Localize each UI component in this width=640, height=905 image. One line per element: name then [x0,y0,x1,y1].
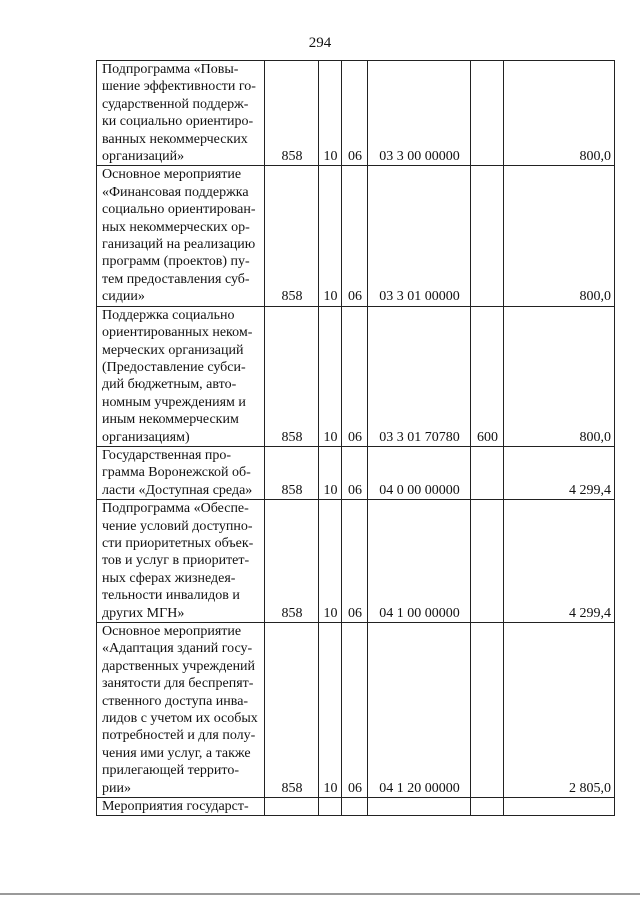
expense-type-cell [471,166,504,306]
subsection-code-cell [342,798,368,816]
subsection-code-cell: 06 [342,166,368,306]
subsection-code-cell: 06 [342,446,368,499]
amount-cell: 800,0 [504,61,615,166]
section-code-cell: 10 [319,166,342,306]
row-name-cell: Подпрограмма «Обеспе- чение условий доступно- сти приоритетных объек- тов и услуг в приоритет- ных сферах жизнедея- тельности инвалидов и других МГН» [97,500,265,623]
target-article-cell: 04 1 00 00000 [368,500,471,623]
row-name-cell: Мероприятия государст- [97,798,265,816]
page-edge-line [0,893,640,895]
section-code-cell: 10 [319,623,342,798]
target-article-cell: 03 3 00 00000 [368,61,471,166]
table-row [97,500,615,623]
grbs-code-cell: 858 [265,306,319,446]
expense-type-cell [471,446,504,499]
table-row [97,446,615,499]
row-name-cell: Основное мероприятие «Адаптация зданий госу- дарственных учреждений занятости для беспрепят- ственного доступа инва- лидов с учетом их особых потребностей и для полу- чения ими услуг, а также прилегающей террито- рии» [97,623,265,798]
expense-type-cell [471,798,504,816]
expense-type-cell [471,61,504,166]
table-row [97,623,615,798]
row-name-cell: Поддержка социально ориентированных неком- мерческих организаций (Предоставление субси- дий бюджетным, авто- номным учреждениям и иным некоммерческим организациям) [97,306,265,446]
grbs-code-cell: 858 [265,500,319,623]
row-name-cell: Подпрограмма «Повы- шение эффективности го- сударственной поддерж- ки социально ориентиро- ванных некоммерческих организаций» [97,61,265,166]
grbs-code-cell: 858 [265,446,319,499]
grbs-code-cell: 858 [265,166,319,306]
target-article-cell [368,798,471,816]
target-article-cell: 04 0 00 00000 [368,446,471,499]
row-name-cell: Государственная про- грамма Воронежской об- ласти «Доступная среда» [97,446,265,499]
subsection-code-cell: 06 [342,623,368,798]
subsection-code-cell: 06 [342,500,368,623]
section-code-cell: 10 [319,500,342,623]
section-code-cell: 10 [319,446,342,499]
section-code-cell [319,798,342,816]
section-code-cell: 10 [319,306,342,446]
grbs-code-cell: 858 [265,61,319,166]
amount-cell: 800,0 [504,306,615,446]
grbs-code-cell [265,798,319,816]
amount-cell: 4 299,4 [504,446,615,499]
section-code-cell: 10 [319,61,342,166]
budget-table [96,60,615,816]
page-number: 294 [308,35,332,51]
amount-cell [504,798,615,816]
expense-type-cell [471,623,504,798]
amount-cell: 2 805,0 [504,623,615,798]
subsection-code-cell: 06 [342,306,368,446]
amount-cell: 800,0 [504,166,615,306]
table-row [97,166,615,306]
row-name-cell: Основное мероприятие «Финансовая поддержка социально ориентирован- ных некоммерческих ор- ганизаций на реализацию программ (проектов) пу- тем предоставления суб- сидии» [97,166,265,306]
expense-type-cell [471,500,504,623]
expense-type-cell: 600 [471,306,504,446]
amount-cell: 4 299,4 [504,500,615,623]
target-article-cell: 03 3 01 00000 [368,166,471,306]
grbs-code-cell: 858 [265,623,319,798]
table-row [97,306,615,446]
target-article-cell: 04 1 20 00000 [368,623,471,798]
table-row [97,61,615,166]
table-row [97,798,615,816]
subsection-code-cell: 06 [342,61,368,166]
target-article-cell: 03 3 01 70780 [368,306,471,446]
